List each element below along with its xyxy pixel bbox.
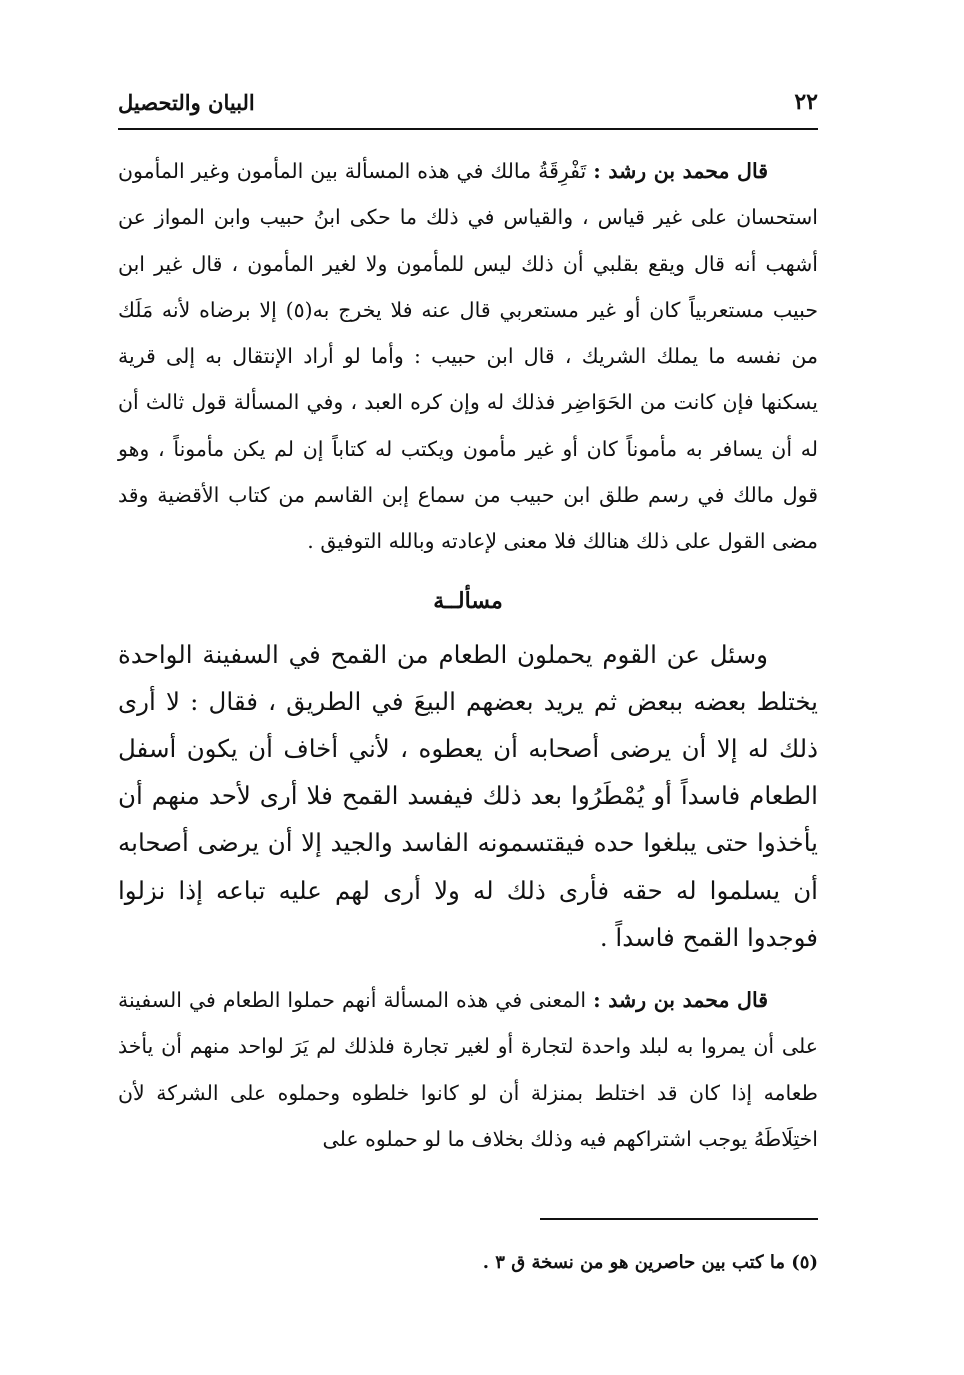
commentary-text: المعنى في هذه المسألة أنهم حملوا الطعام في السفينة على أن يمروا به لبلد واحدة لتجارة أو لغير تجارة فلذلك لم يَرَ لواحد منهم أن يأخذ طعامه إذا كان قد اختلط بمنزلة أن لو كانوا خلطوه وحملوه على الشركة لأن اختِلَاطَهُ يوجب اشتراكهم فيه وذلك بخلاف ما لو حملوه على	[118, 988, 818, 1151]
section-heading: مسألــة	[433, 587, 503, 614]
page-number: ٢٢	[794, 89, 818, 115]
footnote-divider	[540, 1218, 818, 1220]
commentary-lead: قال محمد بن رشد :	[593, 159, 768, 183]
paragraph-question: وسئل عن القوم يحملون الطعام من القمح في السفينة الواحدة يختلط بعضه ببعض ثم يريد بعضهم البيعَ في الطريق ، فقال : لا أرى ذلك له إلا أن يرضى أصحابه أن يعطوه ، لأني أخاف أن يكون أسفل الطعام فاسداً أو يُمْطَرُوا بعد ذلك فيفسد القمح فلا أرى لأحد منهم أن يأخذوا حتى يبلغوا حده فيقتسمونه الفاسد والجيد إلا أن يرضى أصحابه أن يسلموا له حقه فأرى ذلك له ولا أرى لهم عليه تباعه إذا نزلوا فوجدوا القمح فاسداً .	[118, 639, 818, 952]
footnote: (٥) ما كتب بين حاصرين هو من نسخة ق ٣ .	[482, 1252, 818, 1273]
paragraph-commentary-1	[118, 148, 818, 565]
paragraph-commentary-2	[118, 977, 818, 1162]
book-page	[118, 82, 818, 1162]
running-title: البيان والتحصيل	[118, 89, 255, 115]
page-header	[118, 82, 818, 130]
page-body	[118, 148, 818, 1162]
commentary-lead: قال محمد بن رشد :	[593, 988, 768, 1013]
commentary-text: تَفْرِقَةُ مالك في هذه المسألة بين المأمون وغير المأمون استحسان على غير قياس ، والقياس في ذلك ما حكى ابنُ حبيب وابن المواز عن أشهب أنه قال ويقع بقلبي أن ذلك ليس للمأمون ولا لغير المأمون ، قال غير ابن حبيب مستعربياً كان أو غير مستعربي قال عنه فلا يخرج به(٥) إلا برضاه لأنه مَلَك من نفسه ما يملك الشريك ، قال ابن حبيب : وأما لو أراد الإنتقال به إلى قرية يسكنها فإن كانت من الحَوَاضِر فذلك له وإن كره العبد ، وفي المسألة قول ثالث أن له أن يسافر به مأموناً كان أو غير مأمون ويكتب له كتاباً إن لم يكن مأموناً ، وهو قول مالك في رسم طلق ابن حبيب من سماع إبن القاسم من كتاب الأقضية وقد مضى القول على ذلك هنالك فلا معنى لإعادته وبالله التوفيق .	[118, 159, 819, 554]
